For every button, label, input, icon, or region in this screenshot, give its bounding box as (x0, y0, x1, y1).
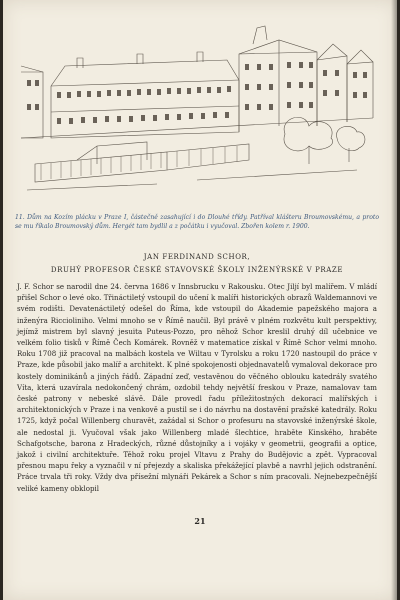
chapter-heading-name: JAN FERDINAND SCHOR, (143, 253, 251, 261)
figure-caption: 11. Dům na Kozím plácku v Praze I, částečně zasahující i do Dlouhé třídy. Patříval klášteru Broumovskému, a proto se mu říkalo Broumovský dům. Hergét tam bydlil a z počátku i vyučoval. Zbořen kolem r. 1900. (15, 214, 379, 230)
book-page (3, 0, 397, 600)
building-illustration (17, 14, 379, 200)
page-number: 21 (194, 516, 206, 526)
body-text (17, 281, 377, 494)
body-paragraph: J. F. Schor se narodil dne 24. června 1686 v Innsbrucku v Rakousku. Otec Jiljí byl malířem. V mládí přišel Schor o levé oko. Třináctiletý vstoupil do učení k malíři historických obrazů Waldemannovi ve svém rodišti. Devatenáctiletý odešel do Říma, kde vstoupil do Akademie papežského majora a inženýra Riccioliniho. Velmi mnoho se v Římě naučil. Byl právě v plném rozkvětu kult perspektivy, jejímž mistrem byl slavný jesuita Puteus-Pozzo, pro něhož Schor kreslil druhý díl učebnice ve velkém folio tisků v Římě Čech Komárek. Rovněž v matematice získal v Římě Schor velmi mnoho. Roku 1708 již pracoval na malbách kostela ve Wiltau v Tyrolsku a roku 1720 nastoupil do práce v Praze, kde působil jako malíř a architekt. K plné spokojenosti objednavatelů vymaloval dekorace pro kostely dominikánů a jiných řádů. Západní zeď, vestavěnou do věčného oblouku katedrály svatého Víta, která uzavírala nedokončený chrám, ozdobil tehdy největší freskou v Praze, namalovav tam české patrony v nebeské slávě. Dále provedl řadu příležitostných dekorací malířských i architektonických v Praze i na venkově a pustil se i do návrhu na dostavění pražské katedrály. Roku 1725, když počal Willenberg churavět, zažádal si Schor o profesuru na stavovské inženýrské škole, ale nedostal ji. Vyučoval však jako Willenberg mladé šlechtice, hraběte Kinského, hraběte Schafgotsche, barona z Hradeckých, různé důstojníky a i vojáky v geometrii, geografii a optice, jakož i civilní architektuře. Těhož roku projel Vltavu z Prahy do Budějovic a zpět. Vypracoval přesnou mapu řeky a vyznačil v ní přejezdy a skaliska překážející plavbě a navrhl jejich odstranění. Práce trvala tři roky. Vždy dva přísežní mlynáři Pekárek a Schor s ním pracovali. Nejnebezpečnější veliké kameny obklopil (17, 282, 377, 493)
book-spine-shadow (391, 0, 397, 600)
chapter-heading-subtitle: DRUHÝ PROFESOR ČESKÉ STAVOVSKÉ ŠKOLY INŽENÝRSKÉ V PRAZE (50, 266, 344, 274)
